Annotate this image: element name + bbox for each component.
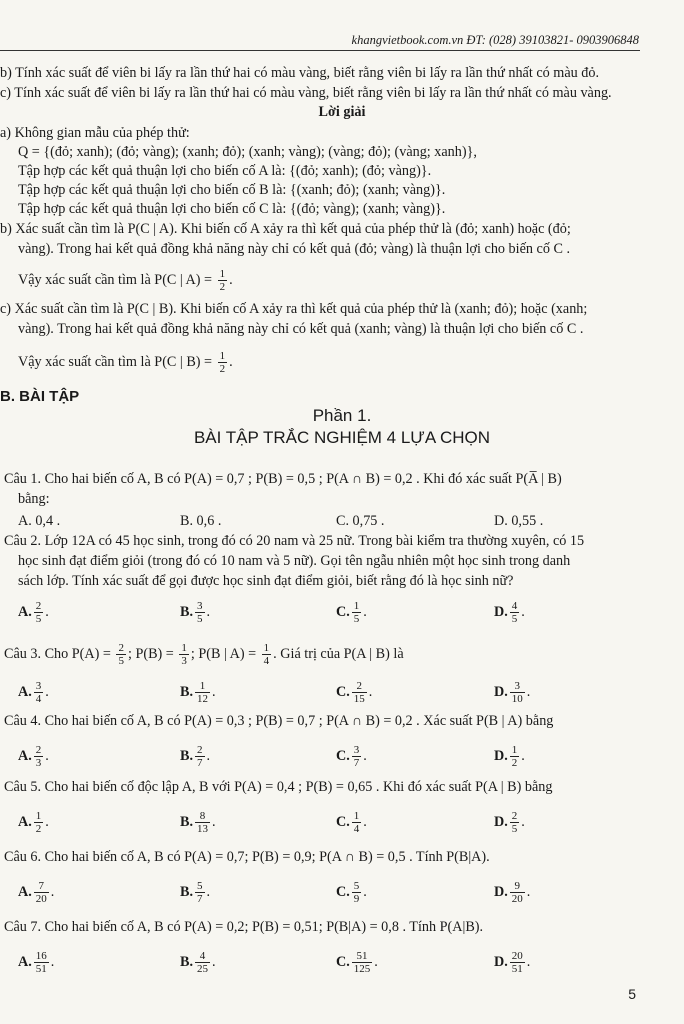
q6-option-a: A. $\frac{7}{20}$ . <box>18 880 55 905</box>
q2-option-b: B. $\frac{3}{5}$ . <box>180 600 211 625</box>
q2-option-c: C. $\frac{1}{5}$ . <box>336 600 367 625</box>
sol-c3: Vậy xác suất cần tìm là P(C | B) = $\frac{1}{2}$ . <box>18 350 233 375</box>
sol-b3-text: Vậy xác suất cần tìm là P(C | A) = <box>18 271 216 288</box>
q7-option-d: D. $\frac{20}{51}$ . <box>494 950 531 975</box>
q2-option-a: A. $\frac{2}{5}$ . <box>18 600 49 625</box>
q6-option-d: D. $\frac{9}{20}$ . <box>494 880 531 905</box>
q4-option-b: B. $\frac{2}{7}$ . <box>180 744 211 769</box>
q6-stem: Câu 6. Cho hai biến cố A, B có P(A) = 0,7; P(B) = 0,9; P(A ∩ B) = 0,5 . Tính P(B|A). <box>4 849 490 865</box>
q7-option-a: A. $\frac{16}{51}$ . <box>18 950 55 975</box>
q7-option-c: C. $\frac{51}{125}$ . <box>336 950 378 975</box>
part-title: BÀI TẬP TRẮC NGHIỆM 4 LỰA CHỌN <box>193 428 491 447</box>
q1-option-a: A. 0,4 . <box>18 513 61 529</box>
q5-option-a: A. $\frac{1}{2}$ . <box>18 810 49 835</box>
q3-option-b: B. $\frac{1}{12}$ . <box>180 680 216 705</box>
q3-option-a: A. $\frac{3}{4}$ . <box>18 680 49 705</box>
intro-c: c) Tính xác suất để viên bi lấy ra lần thứ hai có màu vàng, biết rằng viên bi lấy ra lần thứ nhất có màu vàng. <box>0 85 612 101</box>
q5-option-b: B. $\frac{8}{13}$ . <box>180 810 216 835</box>
q1-stem: Câu 1. Cho hai biến cố A, B có P(A) = 0,7 ; P(B) = 0,5 ; P(A ∩ B) = 0,2 . Khi đó xác suất P(A̅ | B) <box>4 471 562 487</box>
q4-option-d: D. $\frac{1}{2}$ . <box>494 744 525 769</box>
fraction: $\frac{1}{2}$ <box>219 350 226 375</box>
sol-c3-text: Vậy xác suất cần tìm là P(C | B) = <box>18 353 216 370</box>
q2-line-3: sách lớp. Tính xác suất để gọi được học sinh đạt điểm giỏi, biết rằng đó là học sinh nữ? <box>18 573 514 589</box>
sol-c1: c) Xác suất cần tìm là P(C | B). Khi biến cố A xảy ra thì kết quả của phép thử là (xanh; đỏ); hoặc (xanh; <box>0 301 588 317</box>
q7-option-b: B. $\frac{4}{25}$ . <box>180 950 216 975</box>
q7-stem: Câu 7. Cho hai biến cố A, B có P(A) = 0,2; P(B) = 0,51; P(B|A) = 0,8 . Tính P(A|B). <box>4 919 484 935</box>
sol-b3: Vậy xác suất cần tìm là P(C | A) = $\frac{1}{2}$ . <box>18 268 233 293</box>
solution-heading: Lời giải <box>318 104 366 120</box>
page-number: 5 <box>628 986 636 1002</box>
header-rule <box>0 50 640 51</box>
q2-line-1: Câu 2. Lớp 12A có 45 học sinh, trong đó có 20 nam và 25 nữ. Trong bài kiểm tra thường xuyên, có 15 <box>4 533 585 549</box>
q2-line-2: học sinh đạt điểm giỏi (trong đó có 10 nam và 5 nữ). Gọi tên ngẫu nhiên một học sinh trong danh <box>18 553 571 569</box>
sol-a1: a) Không gian mẫu của phép thử: <box>0 125 190 141</box>
q1-option-c: C. 0,75 . <box>336 513 385 529</box>
sol-a2: Q = {(đỏ; xanh); (đỏ; vàng); (xanh; đỏ); (xanh; vàng); (vàng; đỏ); (vàng; xanh)}, <box>18 144 477 160</box>
q1-stem-cont: bằng: <box>18 491 50 507</box>
fraction: $\frac{1}{2}$ <box>219 268 226 293</box>
q1-option-b: B. 0,6 . <box>180 513 222 529</box>
q6-option-b: B. $\frac{5}{7}$ . <box>180 880 211 905</box>
intro-b: b) Tính xác suất để viên bi lấy ra lần thứ hai có màu vàng, biết rằng viên bi lấy ra lần thứ nhất có màu đỏ. <box>0 65 599 81</box>
q5-option-c: C. $\frac{1}{4}$ . <box>336 810 367 835</box>
q3-option-d: D. $\frac{3}{10}$ . <box>494 680 531 705</box>
sol-c2: vàng). Trong hai kết quả đồng khả năng này chỉ có kết quả (xanh; vàng) là thuận lợi cho biến cố C . <box>18 321 584 337</box>
sol-b2: vàng). Trong hai kết quả đồng khả năng này chỉ có kết quả (đỏ; vàng) là thuận lợi cho biến cố C . <box>18 241 571 257</box>
q5-option-d: D. $\frac{2}{5}$ . <box>494 810 525 835</box>
sol-a4: Tập hợp các kết quả thuận lợi cho biến cố B là: {(xanh; đỏ); (xanh; vàng)}. <box>18 182 446 198</box>
section-label: B. BÀI TẬP <box>0 388 80 405</box>
q2-option-d: D. $\frac{4}{5}$ . <box>494 600 525 625</box>
sol-a5: Tập hợp các kết quả thuận lợi cho biến cố C là: {(đỏ; vàng); (xanh; vàng)}. <box>18 201 446 217</box>
q5-stem: Câu 5. Cho hai biến cố độc lập A, B với P(A) = 0,4 ; P(B) = 0,65 . Khi đó xác suất P(A | B) bằng <box>4 779 553 795</box>
q4-option-a: A. $\frac{2}{3}$ . <box>18 744 49 769</box>
q1-option-d: D. 0,55 . <box>494 513 544 529</box>
part-heading: Phần 1. <box>312 406 372 425</box>
q4-stem: Câu 4. Cho hai biến cố A, B có P(A) = 0,3 ; P(B) = 0,7 ; P(A ∩ B) = 0,2 . Xác suất P(B | A) bằng <box>4 713 554 729</box>
q4-option-c: C. $\frac{3}{7}$ . <box>336 744 367 769</box>
q6-option-c: C. $\frac{5}{9}$ . <box>336 880 367 905</box>
q3-option-c: C. $\frac{2}{15}$ . <box>336 680 373 705</box>
page-header: khangvietbook.com.vn ĐT: (028) 39103821- 0903906848 <box>351 33 639 47</box>
sol-b1: b) Xác suất cần tìm là P(C | A). Khi biến cố A xảy ra thì kết quả của phép thử là (đỏ; xanh) hoặc (đỏ; <box>0 221 571 237</box>
sol-a3: Tập hợp các kết quả thuận lợi cho biến cố A là: {(đỏ; xanh); (đỏ; vàng)}. <box>18 163 432 179</box>
q3-stem: Câu 3. Cho P(A) = $\frac{2}{5}$ ; P(B) = $\frac{1}{3}$ ; P(B | A) = $\frac{1}{4}$ . Giá trị của P(A | B) là <box>4 642 404 667</box>
